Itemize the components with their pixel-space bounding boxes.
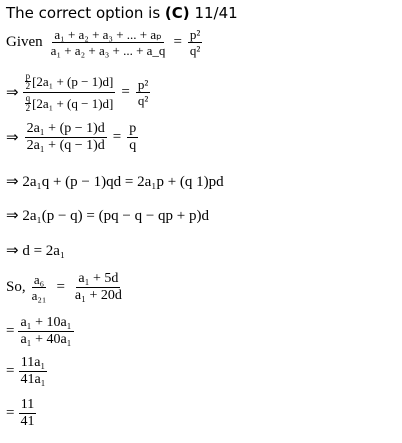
step-1-rhs-numerator: p² [137, 77, 149, 92]
given-denominator: a₁ + a₂ + a₃ + ... + a_q [50, 43, 166, 58]
so-equals: = [56, 279, 65, 295]
step-8-fraction [18, 356, 47, 387]
step-2-fraction [25, 122, 107, 153]
equals-sign: = [6, 323, 15, 339]
step-1-rhs-denominator: q² [137, 93, 149, 108]
step-7-numerator: a₁ + 10a₁ [20, 315, 72, 330]
equals-sign: = [6, 405, 15, 421]
given-rhs [188, 28, 202, 57]
step-9 [6, 398, 36, 429]
implies-arrow: ⇒ [6, 85, 19, 101]
step-7-denominator: a₁ + 40a₁ [20, 332, 72, 347]
implies-arrow: ⇒ [6, 130, 19, 146]
step-2-numerator: 2a₁ + (p − 1)d [26, 121, 105, 136]
so-fraction [30, 273, 49, 302]
step-2: ⇒ $\frac{\text{2a₁ + (p − 1)d}}{\text{2a₁ + (q − 1)d}}$ = $\frac{p}{q}$ [6, 121, 137, 153]
step-7 [6, 316, 74, 347]
q-over-2: q 2 [25, 93, 31, 113]
final-fraction [18, 398, 36, 429]
step-2-denominator: 2a₁ + (q − 1)d [26, 138, 105, 153]
step-8-denominator: 41a₁ [20, 372, 46, 387]
given-rhs-denominator: q² [189, 43, 201, 58]
step-1-denominator: [2a₁ + (q − 1)d] [32, 96, 114, 111]
final-denominator: 41 [20, 414, 35, 429]
so-rhs [73, 272, 124, 303]
step-1: ⇒ p 2 [2a₁ + (p − 1)d] q 2 [2a₁ + (q − 1)d] = $\frac{\text{p²}}{\text{q²}}$ [6, 71, 149, 113]
given-fraction [49, 28, 168, 57]
step-8-numerator: 11a₁ [20, 355, 46, 370]
step-2-rhs [127, 122, 138, 153]
header-option: (C) [164, 4, 190, 22]
step-4: ⇒ 2a₁(p − q) = (pq − q − qp + p)d [6, 208, 209, 224]
step-2-rhs-numerator: p [129, 121, 137, 136]
step-8 [6, 356, 48, 387]
step-so [6, 272, 124, 303]
step-1-fraction [23, 72, 116, 113]
so-label: So, [6, 279, 26, 295]
given-line: Given $\frac{\text{a₁ + a₂ + a₃ + ... + aₚ}}{\text{a₁ + a₂ + a₃ + ... + a\_q}}$ = $\frac{\text{p²}}{\text{q²}}$ [6, 27, 201, 58]
given-numerator: a₁ + a₂ + a₃ + ... + aₚ [54, 27, 162, 42]
so-denominator: a₂₁ [31, 288, 47, 303]
answer-header [6, 4, 238, 22]
final-numerator: 11 [20, 397, 35, 412]
step-7-fraction [18, 316, 73, 347]
so-rhs-denominator: a₁ + 20d [74, 288, 122, 303]
equals-sign: = [6, 363, 15, 379]
step-2-rhs-denominator: q [129, 138, 137, 153]
step-5: ⇒ d = 2a₁ [6, 243, 66, 259]
so-rhs-numerator: a₁ + 5d [78, 271, 119, 286]
p-over-2: p 2 [25, 71, 31, 91]
step-3: ⇒ 2a₁q + (p − 1)qd = 2a₁p + (q 1)pd [6, 174, 224, 190]
header-prefix: The correct option is [6, 4, 161, 22]
so-numerator: a₆ [33, 272, 45, 287]
header-answer: 11/41 [194, 4, 238, 22]
given-rhs-numerator: p² [189, 27, 201, 42]
step-1-rhs [136, 78, 150, 107]
step-1-numerator: [2a₁ + (p − 1)d] [32, 74, 114, 89]
given-label: Given [6, 34, 43, 50]
